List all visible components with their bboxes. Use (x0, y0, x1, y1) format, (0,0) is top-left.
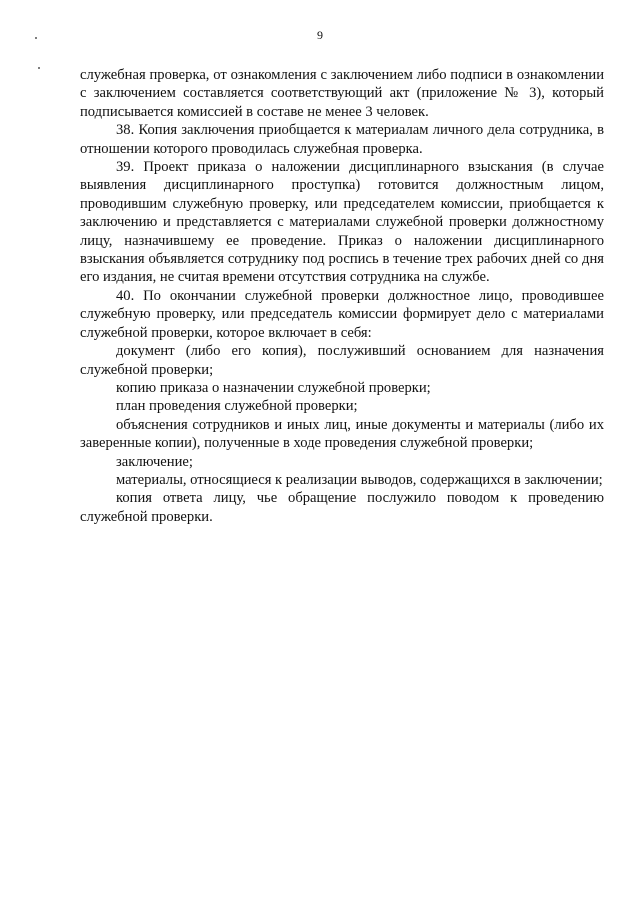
paragraph: заключение; (116, 453, 193, 470)
paragraph: документ (либо его копия), послуживший основанием для назначения служебной проверки; (80, 343, 604, 378)
paragraph: план проведения служебной проверки; (116, 398, 358, 415)
paragraph: копию приказа о назначении служебной проверки; (116, 379, 431, 396)
paragraph: копия ответа лицу, чье обращение послужило поводом к проведению служебной проверки. (80, 490, 604, 525)
paragraph: 38. Копия заключения приобщается к материалам личного дела сотрудника, в отношении которого проводилась служебная проверка. (80, 122, 604, 157)
paragraph: материалы, относящиеся к реализации выводов, содержащихся в заключении; (116, 471, 603, 488)
paragraph: служебная проверка, от ознакомления с заключением либо подписи в ознакомлении с заключением составляется соответствующий акт (приложение № 3), который подписывается комиссией в составе не менее 3 человек. (80, 67, 604, 120)
paragraph: объяснения сотрудников и иных лиц, иные документы и материалы (либо их заверенные копии), полученные в ходе проведения служебной проверки; (80, 416, 604, 452)
page-number: 9 (317, 28, 323, 42)
paragraph: 40. По окончании служебной проверки должностное лицо, проводившее служебную проверку, или председатель комиссии формирует дело с материалами служебной проверки, которое включает в себя: (80, 287, 604, 341)
scan-speck (38, 67, 40, 69)
body-text (80, 66, 604, 526)
paragraph: 39. Проект приказа о наложении дисциплинарного взыскания (в случае выявления дисциплинарного проступка) готовится должностным лицом, проводившим служебную проверку, или председателем комиссии, приобщается к заключению и представляется с материалами служебной проверки должностному лицу, назначившему ее проведение. Приказ о наложении дисциплинарного взыскания объявляется сотруднику под роспись в течение трех рабочих дней со дня его издания, не считая времени отсутствия сотрудника на службе. (80, 159, 604, 286)
